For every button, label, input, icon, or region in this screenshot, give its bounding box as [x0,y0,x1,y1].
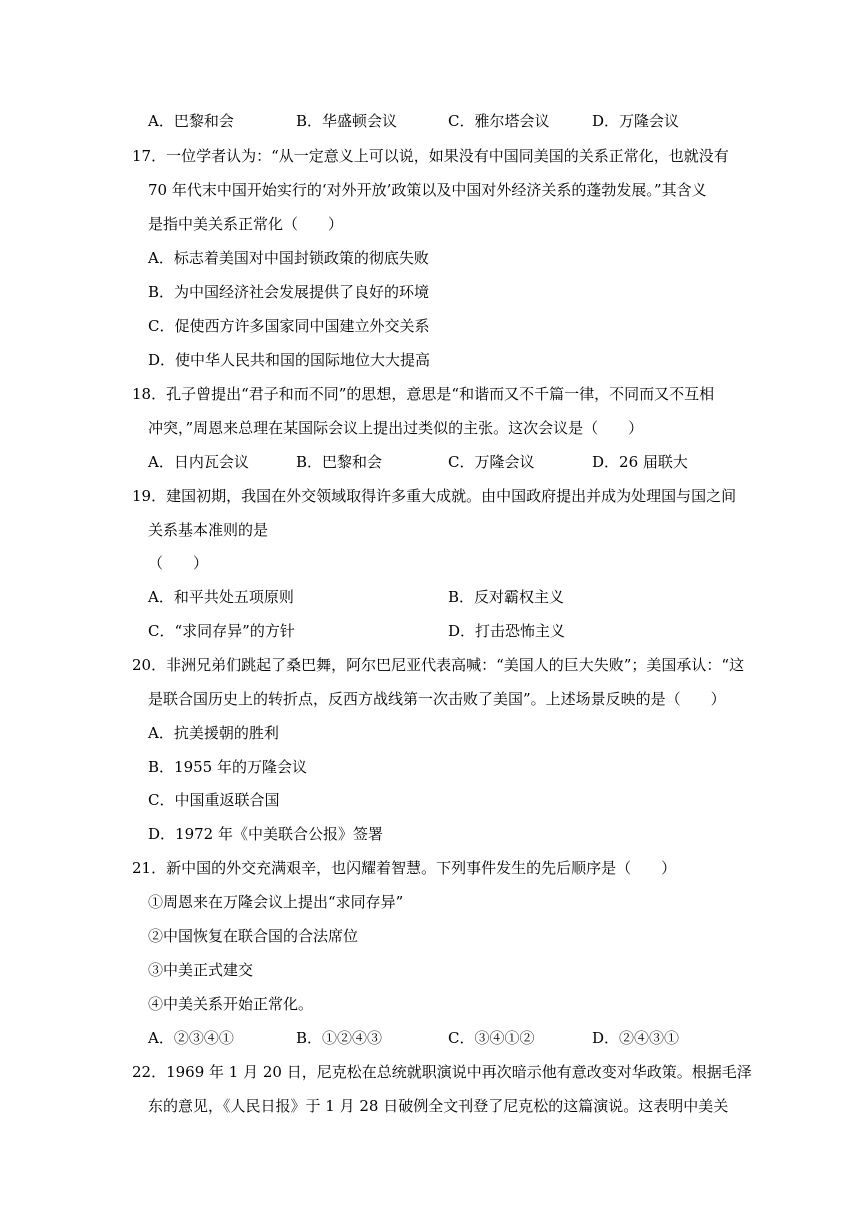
q17-option-d: D．使中华人民共和国的国际地位大大提高 [148,351,431,369]
q16-option-d: D．万隆会议 [592,112,680,130]
q20-stem-line-1: 20．非洲兄弟们跳起了桑巴舞，阿尔巴尼亚代表高喊：“美国人的巨大失败”；美国承认：“这 [132,656,745,674]
q19-stem-line-1: 19．建国初期，我国在外交领域取得许多重大成就。由中国政府提出并成为处理国与国之间 [132,487,737,505]
q21-stem-line-1: 21．新中国的外交充满艰辛，也闪耀着智慧。下列事件发生的先后顺序是（ ） [132,859,677,877]
q19-stem-line-2: 关系基本准则的是 [148,521,269,539]
q20-stem-line-2: 是联合国历史上的转折点，反西方战线第一次击败了美国”。上述场景反映的是（ ） [148,690,726,708]
q20-option-a: A．抗美援朝的胜利 [148,724,279,742]
q21-option-d: D．②④③① [592,1029,680,1047]
q18-option-c: C．万隆会议 [448,453,535,471]
q22-stem-line-1: 22．1969 年 1 月 20 日，尼克松在总统就职演说中再次暗示他有意改变对华政策。根据毛泽 [132,1063,752,1081]
q16-option-b: B．华盛顿会议 [296,112,398,130]
q17-option-a: A．标志着美国对中国封锁政策的彻底失败 [148,249,429,267]
q18-stem-line-1: 18．孔子曾提出“君子和而不同”的思想，意思是“和谐而又不千篇一律，不同而又不互相 [132,385,715,403]
q21-option-a: A．②③④① [148,1029,234,1047]
q21-event-4: ④中美关系开始正常化。 [148,995,314,1013]
q17-stem-line-2: 70 年代末中国开始实行的‘对外开放’政策以及中国对外经济关系的蓬勃发展。”其含义 [148,181,707,199]
q20-option-d: D．1972 年《中美联合公报》签署 [148,825,383,843]
q19-option-b: B．反对霸权主义 [448,588,565,606]
q21-event-2: ②中国恢复在联合国的合法席位 [148,927,359,945]
q17-option-b: B．为中国经济社会发展提供了良好的环境 [148,283,430,301]
q17-stem-line-3: 是指中美关系正常化（ ） [148,215,344,233]
q17-option-c: C．促使西方许多国家同中国建立外交关系 [148,317,430,335]
q18-option-a: A．日内瓦会议 [148,453,249,471]
q19-option-d: D．打击恐怖主义 [448,622,566,640]
q21-option-b: B．①②④③ [296,1029,383,1047]
q21-event-1: ①周恩来在万隆会议上提出“求同存异” [148,893,404,911]
q16-option-c: C．雅尔塔会议 [448,112,550,130]
q19-option-c: C．“求同存异”的方针 [148,622,295,640]
q22-stem-line-2: 东的意见，《人民日报》于 1 月 28 日破例全文刊登了尼克松的这篇演说。这表明中美关 [148,1097,729,1115]
q18-stem-line-2: 冲突，”周恩来总理在某国际会议上提出过类似的主张。这次会议是（ ） [148,419,644,437]
q19-option-a: A．和平共处五项原则 [148,588,294,606]
q20-option-c: C．中国重返联合国 [148,791,280,809]
q18-option-b: B．巴黎和会 [296,453,383,471]
q16-option-a: A．巴黎和会 [148,112,234,130]
q17-stem-line-1: 17．一位学者认为：“从一定意义上可以说，如果没有中国同美国的关系正常化，也就没有 [132,147,729,165]
q20-option-b: B．1955 年的万隆会议 [148,758,307,776]
q21-event-3: ③中美正式建交 [148,961,254,979]
q18-option-d: D．26 届联大 [592,453,688,471]
q21-option-c: C．③④①② [448,1029,535,1047]
q19-answer-blank: （ ） [148,554,209,572]
